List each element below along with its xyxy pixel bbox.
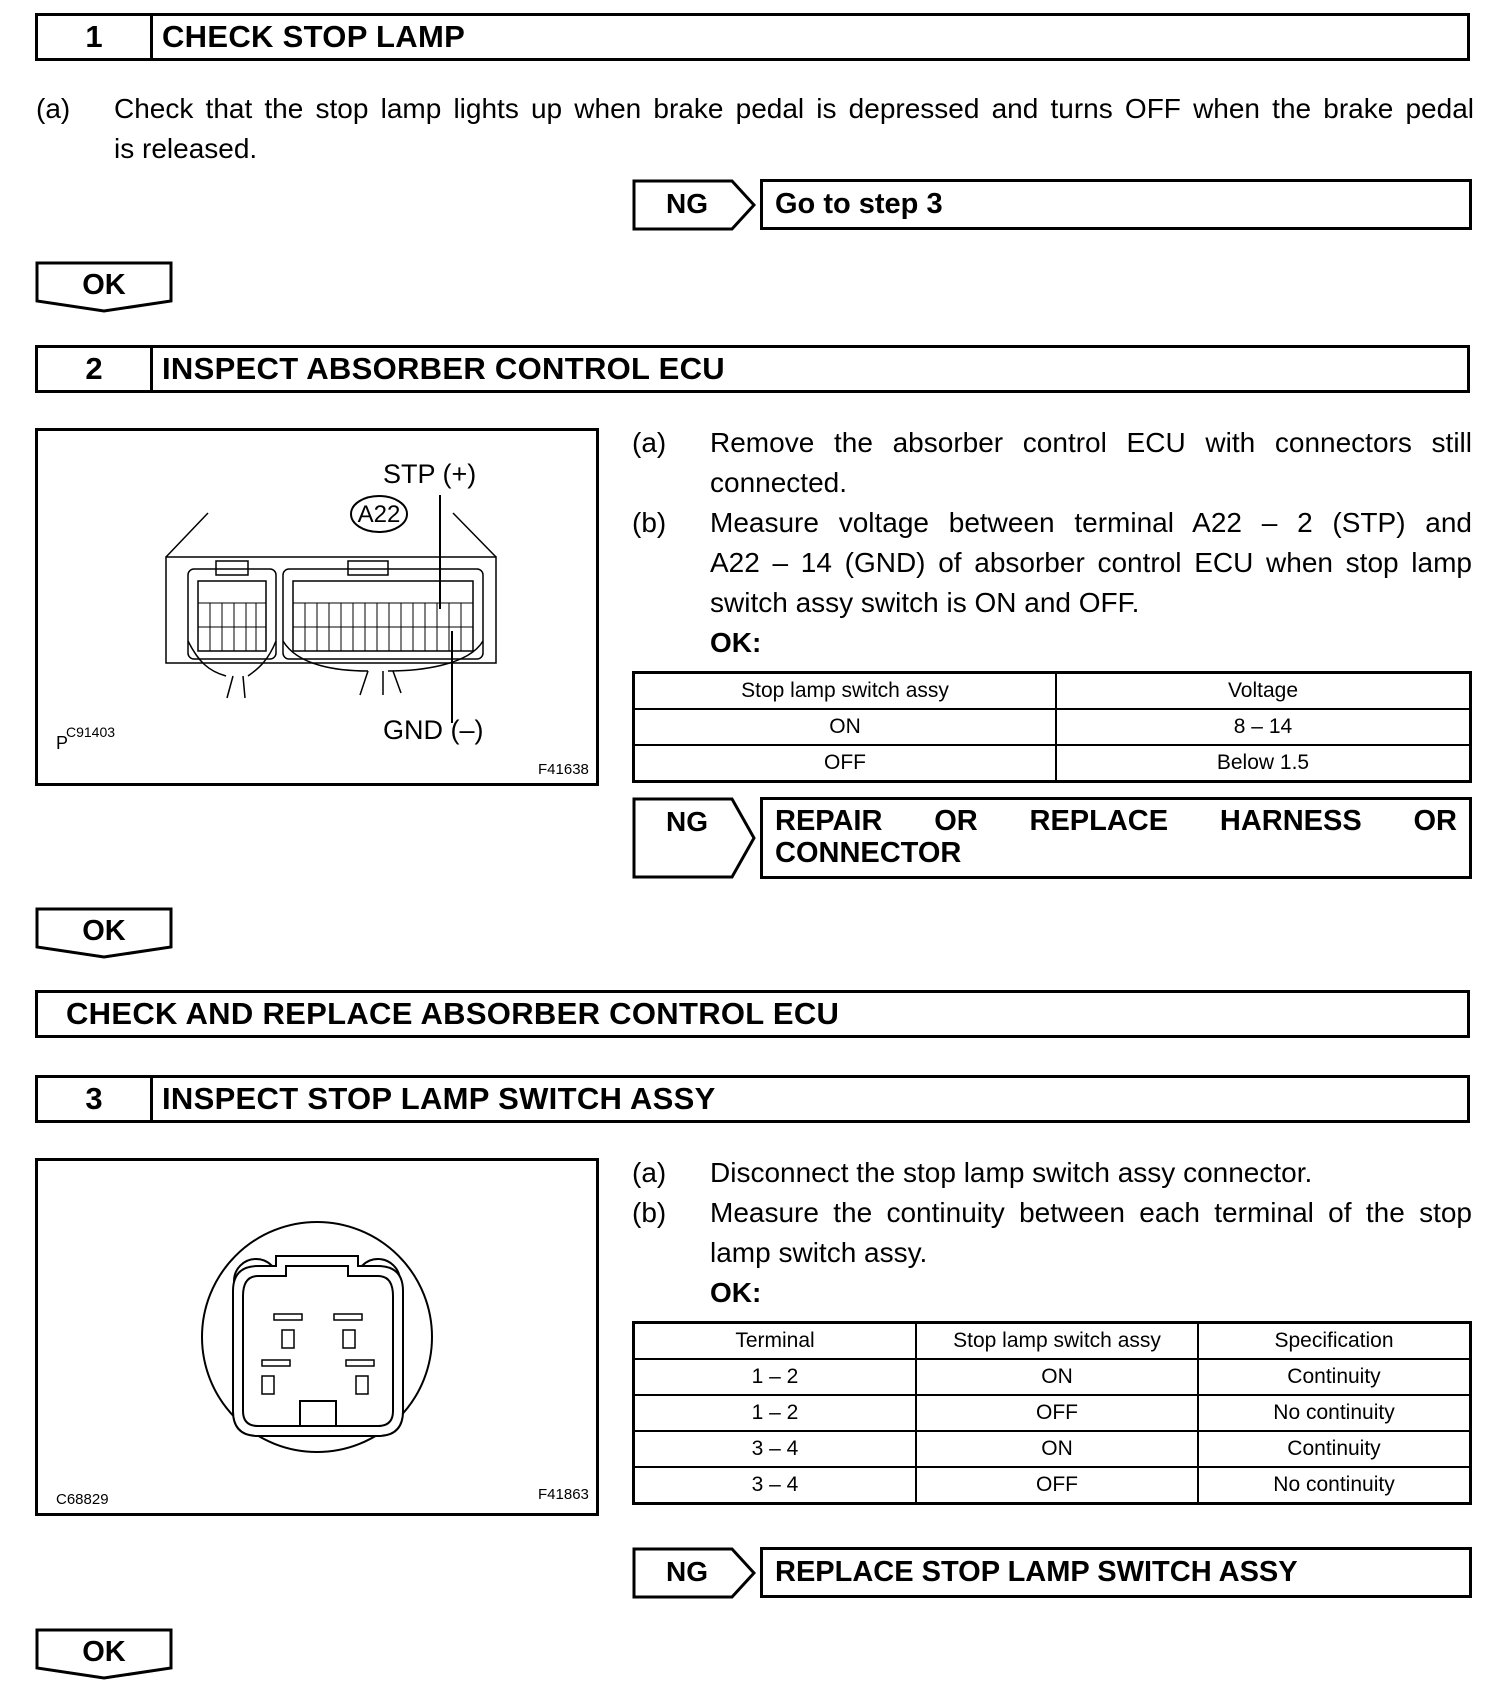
table-row — [634, 1359, 1471, 1395]
item-text: A22 – 14 (GND) of absorber control ECU when stop lamp — [710, 547, 1472, 578]
ok-heading: OK: — [710, 627, 762, 658]
item-marker: (b) — [632, 1197, 667, 1228]
conclusion-box — [35, 990, 1470, 1038]
item-text: Disconnect the stop lamp switch assy connector. — [710, 1157, 1313, 1188]
table-cell: OFF — [916, 1395, 1198, 1431]
table-cell: 1 – 2 — [634, 1395, 917, 1431]
table-cell: ON — [634, 709, 1057, 745]
item-marker: (b) — [632, 507, 667, 538]
gnd-terminal-label: GND (–) — [383, 715, 484, 745]
ng-action-word: OR — [934, 805, 978, 837]
ok-branch — [35, 907, 173, 959]
connector-id-label: A22 — [357, 501, 401, 528]
table-header-cell: Voltage — [1056, 673, 1471, 710]
table-row — [634, 1395, 1471, 1431]
ok-branch — [35, 1628, 173, 1680]
switch-connector-figure — [35, 1158, 599, 1516]
item-marker: (a) — [632, 427, 667, 458]
ng-label: NG — [666, 1556, 708, 1587]
item-text: Measure voltage between terminal A22 – 2 (STP) and — [710, 507, 1472, 538]
table-row — [634, 709, 1471, 745]
ng-action-word: HARNESS — [1219, 805, 1362, 837]
table-header-cell: Stop lamp switch assy — [916, 1323, 1198, 1360]
table-cell: 3 – 4 — [634, 1431, 917, 1467]
table-header-cell: Specification — [1198, 1323, 1471, 1360]
step-number: 1 — [38, 16, 153, 58]
stp-terminal-label: STP (+) — [383, 459, 477, 489]
table-cell: ON — [916, 1431, 1198, 1467]
ng-action-word: OR — [1413, 805, 1457, 837]
step-title: CHECK STOP LAMP — [162, 19, 466, 54]
step-1-header — [35, 13, 1470, 61]
table-cell: No continuity — [1198, 1467, 1471, 1504]
step-3-header — [35, 1075, 1470, 1123]
ng-action-line: CONNECTOR — [775, 837, 962, 869]
table-header-row — [634, 1323, 1471, 1360]
step-number: 2 — [38, 348, 153, 390]
step-number: 3 — [38, 1078, 153, 1120]
ng-action-word: REPAIR — [775, 805, 883, 837]
table-row — [634, 1431, 1471, 1467]
item-text: connected. — [710, 467, 847, 498]
conclusion-title: CHECK AND REPLACE ABSORBER CONTROL ECU — [66, 996, 840, 1031]
item-text: lamp switch assy. — [710, 1237, 928, 1268]
table-cell: 3 – 4 — [634, 1467, 917, 1504]
item-text: Remove the absorber control ECU with connectors still — [710, 427, 1472, 458]
figure-code: F41638 — [538, 761, 589, 778]
item-marker: (a) — [36, 93, 71, 124]
ng-label: NG — [666, 806, 708, 837]
table-header-cell: Terminal — [634, 1323, 917, 1360]
table-header-row — [634, 673, 1471, 710]
item-text: switch assy switch is ON and OFF. — [710, 587, 1140, 618]
ng-branch — [632, 797, 756, 879]
ng-branch — [632, 1547, 756, 1599]
ng-action-line — [775, 804, 1457, 838]
item-text: is released. — [114, 133, 258, 164]
ng-action-word: REPLACE — [1029, 805, 1169, 837]
table-cell: Continuity — [1198, 1359, 1471, 1395]
table-cell: 1 – 2 — [634, 1359, 917, 1395]
ok-label: OK — [82, 1636, 126, 1668]
ecu-connector-drawing — [38, 431, 596, 783]
step-title: INSPECT STOP LAMP SWITCH ASSY — [162, 1081, 716, 1116]
ok-label: OK — [82, 269, 126, 301]
ok-heading: OK: — [710, 1277, 762, 1308]
ng-action-box — [760, 797, 1472, 879]
item-text: Check that the stop lamp lights up when brake pedal is depressed and turns OFF when the brake pedal — [114, 93, 1474, 124]
table-row — [634, 1467, 1471, 1504]
table-header-cell: Stop lamp switch assy — [634, 673, 1057, 710]
table-cell: Continuity — [1198, 1431, 1471, 1467]
ok-label: OK — [82, 915, 126, 947]
ng-branch — [632, 179, 756, 231]
ecu-connector-figure — [35, 428, 599, 786]
figure-code: C68829 — [56, 1491, 109, 1508]
item-text: Measure the continuity between each terminal of the stop — [710, 1197, 1472, 1228]
table-cell: ON — [916, 1359, 1198, 1395]
figure-code: F41863 — [538, 1486, 589, 1503]
figure-code: C91403 — [66, 724, 116, 740]
table-cell: Below 1.5 — [1056, 745, 1471, 782]
table-cell: OFF — [634, 745, 1057, 782]
table-cell: No continuity — [1198, 1395, 1471, 1431]
switch-connector-drawing — [38, 1161, 596, 1513]
item-marker: (a) — [632, 1157, 667, 1188]
table-cell: 8 – 14 — [1056, 709, 1471, 745]
step-2-header — [35, 345, 1470, 393]
ng-action-box: Go to step 3 — [760, 179, 1472, 230]
ng-action-box: REPLACE STOP LAMP SWITCH ASSY — [760, 1547, 1472, 1598]
continuity-spec-table — [632, 1321, 1472, 1505]
step-title: INSPECT ABSORBER CONTROL ECU — [162, 351, 725, 386]
ng-label: NG — [666, 188, 708, 219]
table-row — [634, 745, 1471, 782]
figure-code-prefix: P — [56, 733, 69, 753]
table-cell: OFF — [916, 1467, 1198, 1504]
voltage-spec-table — [632, 671, 1472, 783]
ok-branch — [35, 261, 173, 313]
